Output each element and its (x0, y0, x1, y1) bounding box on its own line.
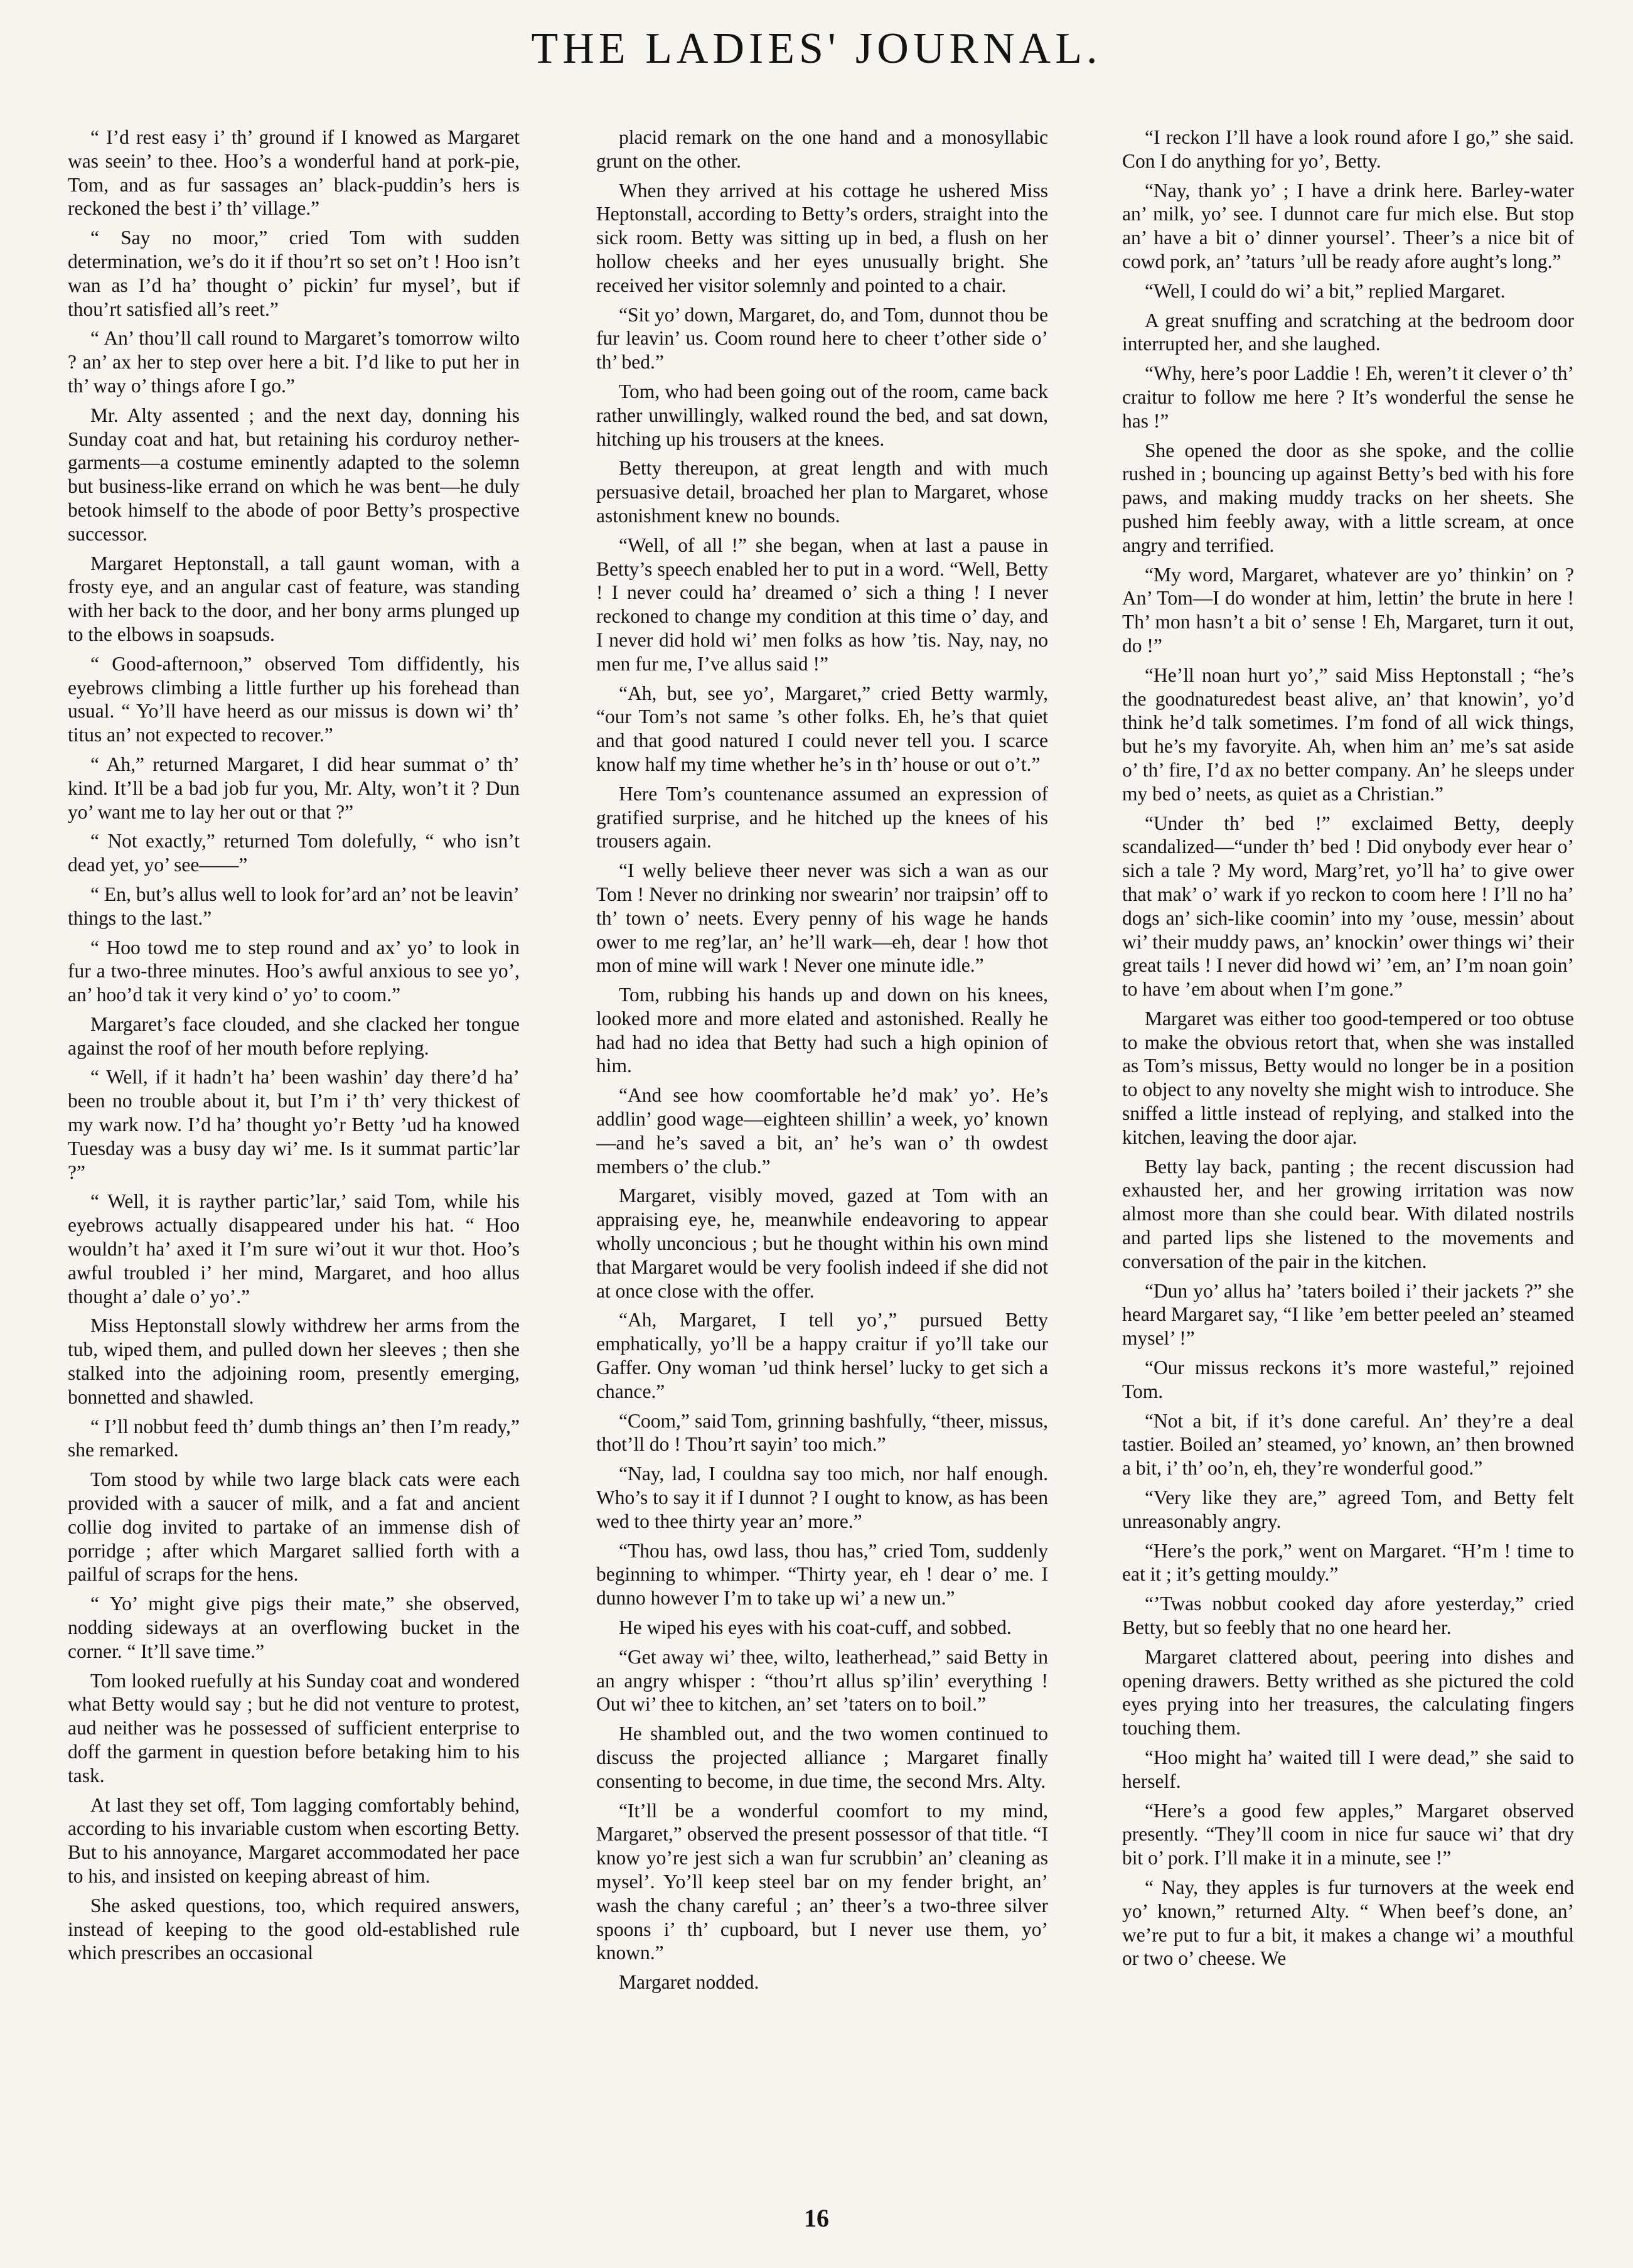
text-column-1 (68, 126, 520, 2172)
paragraph: “ Good-afternoon,” observed Tom diffidently, his eyebrows climbing a little further up his forehead than usual. “ Yo’ll have heerd as our missus is down wi’ th’ titus an’ not expected to recover.” (68, 652, 520, 746)
paragraph: “Hoo might ha’ waited till I were dead,” she said to herself. (1122, 1746, 1574, 1792)
paragraph: “ I’ll nobbut feed th’ dumb things an’ then I’m ready,” she remarked. (68, 1415, 520, 1461)
journal-masthead: THE LADIES' JOURNAL. (531, 24, 1102, 73)
paragraph: “ Not exactly,” returned Tom dolefully, “ who isn’t dead yet, yo’ see——” (68, 830, 520, 876)
paragraph: “It’ll be a wonderful coomfort to my mind, Margaret,” observed the present possessor of that title. “I know yo’re jest sich a wan fur scrubbin’ an’ cleaning as mysel’. Yo’ll keep steel bar on my fender bright, an’ wash the chany careful ; an’ theer’s a two-three silver spoons i’ th’ cupboard, but I never use them, yo’ known.” (596, 1799, 1048, 1964)
paragraph: Here Tom’s countenance assumed an expression of gratified surprise, and he hitched up the knees of his trousers again. (596, 782, 1048, 852)
paragraph: “My word, Margaret, whatever are yo’ thinkin’ on ? An’ Tom—I do wonder at him, lettin’ the brute in here ! Th’ mon hasn’t a bit o’ sense ! Eh, Margaret, turn it out, do !” (1122, 563, 1574, 657)
paragraph: “Nay, lad, I couldna say too mich, nor half enough. Who’s to say it if I dunnot ? I ought to know, as has been wed to thee thirty year an’ more.” (596, 1463, 1048, 1532)
paragraph: “I welly believe theer never was sich a wan as our Tom ! Never no drinking nor swearin’ nor traipsin’ off to th’ town o’ neets. Every penny of his wage he hands ower to me reg’lar, an’ he’ll wark—eh, dear ! how thot mon of mine will wark ! Never one minute idle.” (596, 859, 1048, 977)
paragraph: “ Well, if it hadn’t ha’ been washin’ day there’d ha’ been no trouble about it, but I’m i’ th’ very thickest of my wark now. I’d ha’ thought yo’r Betty ’ud ha knowed Tuesday was a busy day wi’ me. Is it summat partic’lar ?” (68, 1066, 520, 1183)
paragraph: “’Twas nobbut cooked day afore yesterday,” cried Betty, but so feebly that no one heard her. (1122, 1593, 1574, 1639)
paragraph: “He’ll noan hurt yo’,” said Miss Heptonstall ; “he’s the goodnaturedest beast alive, an’ that knowin’, yo’d think he’d talk sometimes. I’m fond of all wick things, but he’s my favoryite. Ah, when him an’ me’s sat aside o’ th’ fire, I’d ax no better company. An’ he sleeps under my bed o’ neets, as quiet as a Christian.” (1122, 664, 1574, 805)
paragraph: “Ah, Margaret, I tell yo’,” pursued Betty emphatically, yo’ll be a happy craitur if yo’ll take our Gaffer. Ony woman ’ud think hersel’ lucky to get sich a chance.” (596, 1309, 1048, 1402)
paragraph: Mr. Alty assented ; and the next day, donning his Sunday coat and hat, but retaining his corduroy nether-garments—a costume eminently adapted to the solemn but business-like errand on which he was bent—he duly betook himself to the abode of poor Betty’s prospective successor. (68, 404, 520, 545)
paragraph: Tom looked ruefully at his Sunday coat and wondered what Betty would say ; but he did not venture to protest, aud neither was he possessed of sufficient enterprise to doff the garment in question before betaking him to his task. (68, 1669, 520, 1787)
paragraph: Betty thereupon, at great length and with much persuasive detail, broached her plan to Margaret, whose astonishment knew no bounds. (596, 457, 1048, 527)
paragraph: Margaret clattered about, peering into dishes and opening drawers. Betty writhed as she pictured the cold eyes prying into her treasures, the calculating fingers touching them. (1122, 1645, 1574, 1739)
paragraph: Margaret’s face clouded, and she clacked her tongue against the roof of her mouth before replying. (68, 1013, 520, 1059)
paragraph: “Under th’ bed !” exclaimed Betty, deeply scandalized—“under th’ bed ! Did onybody ever hear o’ sich a tale ? My word, Marg’ret, yo’ll ha’ to give ower that mak’ o’ wark if yo reckon to coom here ! I’ll no ha’ dogs an’ sich-like coomin’ into my ’ouse, messin’ about wi’ their muddy paws, an’ knockin’ ower things wi’ their great tails ! I never did howd wi’ ’em, an’ I’m noan goin’ to have ’em about when I’m gone.” (1122, 812, 1574, 1001)
paragraph: He wiped his eyes with his coat-cuff, and sobbed. (619, 1616, 1012, 1639)
paragraph: He shambled out, and the two women continued to discuss the projected alliance ; Margaret finally consenting to become, in due time, the second Mrs. Alty. (596, 1722, 1048, 1792)
paragraph: “Our missus reckons it’s more wasteful,” rejoined Tom. (1122, 1357, 1574, 1402)
paragraph: “Well, of all !” she began, when at last a pause in Betty’s speech enabled her to put in a word. “Well, Betty ! I never could ha’ dreamed o’ sich a thing ! I never reckoned to change my condition at this time o’ day, and I never did hold wi’ men folks as how ’tis. Nay, nay, no men fur me, I’ve allus said !” (596, 534, 1048, 675)
paragraph: “Why, here’s poor Laddie ! Eh, weren’t it clever o’ th’ craitur to follow me here ? It’s wonderful the sense he has !” (1122, 362, 1574, 432)
paragraph: “Dun yo’ allus ha’ ’taters boiled i’ their jackets ?” she heard Margaret say, “I like ’em better peeled an’ steamed mysel’ !” (1122, 1279, 1574, 1350)
paragraph: Margaret was either too good-tempered or too obtuse to make the obvious retort that, when she was installed as Tom’s missus, Betty would no longer be in a position to object to any novelty she might wish to introduce. She sniffed a little instead of replying, and stalked into the kitchen, leaving the door ajar. (1122, 1007, 1574, 1148)
paragraph: “ I’d rest easy i’ th’ ground if I knowed as Margaret was seein’ to thee. Hoo’s a wonderful hand at pork-pie, Tom, and as fur sassages an’ black-puddin’s hers is reckoned the best i’ th’ village.” (68, 126, 520, 220)
paragraph: “ Ah,” returned Margaret, I did hear summat o’ th’ kind. It’ll be a bad job fur you, Mr. Alty, won’t it ? Dun yo’ want me to lay her out or that ?” (68, 753, 520, 823)
paragraph: “Sit yo’ down, Margaret, do, and Tom, dunnot thou be fur leavin’ us. Coom round here to cheer t’other side o’ th’ bed.” (596, 303, 1048, 374)
paragraph: Tom stood by while two large black cats were each provided with a saucer of milk, and a fat and ancient collie dog invited to partake of an immense dish of porridge ; after which Margaret sallied forth with a pailful of scraps for the hens. (68, 1468, 520, 1586)
paragraph: She asked questions, too, which required answers, instead of keeping to the good old-established rule which prescribes an occasional (68, 1894, 520, 1964)
paragraph: When they arrived at his cottage he ushered Miss Heptonstall, according to Betty’s orders, straight into the sick room. Betty was sitting up in bed, a flush on her hollow cheeks and her eyes unusually bright. She received her visitor solemnly and pointed to a chair. (596, 179, 1048, 296)
paragraph: placid remark on the one hand and a monosyllabic grunt on the other. (596, 126, 1048, 172)
paragraph: “ Hoo towd me to step round and ax’ yo’ to look in fur a two-three minutes. Hoo’s awful anxious to see yo’, an’ hoo’d tak it very kind o’ yo’ to coom.” (68, 936, 520, 1006)
paragraph: Miss Heptonstall slowly withdrew her arms from the tub, wiped them, and pulled down her sleeves ; then she stalked into the adjoining room, presently emerging, bonnetted and shawled. (68, 1314, 520, 1408)
paragraph: “Nay, thank yo’ ; I have a drink here. Barley-water an’ milk, yo’ see. I dunnot care fur mich else. But stop an’ have a bit o’ dinner yoursel’. Theer’s a nice bit of cowd pork, an’ ’taturs ’ull be ready afore aught’s long.” (1122, 179, 1574, 272)
paragraph: At last they set off, Tom lagging comfortably behind, according to his invariable custom when escorting Betty. But to his annoyance, Margaret accommodated her pace to his, and insisted on keeping abreast of him. (68, 1793, 520, 1887)
paragraph: “Here’s the pork,” went on Margaret. “H’m ! time to eat it ; it’s getting mouldy.” (1122, 1539, 1574, 1586)
paragraph: “ Nay, they apples is fur turnovers at the week end yo’ known,” returned Alty. “ When beef’s done, an’ we’re put to fur a bit, it makes a change wi’ a mouthful or two o’ cheese. We (1122, 1876, 1574, 1970)
paragraph: “ Well, it is rayther partic’lar,’ said Tom, while his eyebrows actually disappeared under his hat. “ Hoo wouldn’t ha’ axed it I’m sure wi’out it wur thot. Hoo’s awful troubled i’ her mind, Margaret, and hoo allus thought a’ dale o’ yo’.” (68, 1190, 520, 1308)
paragraph: “Very like they are,” agreed Tom, and Betty felt unreasonably angry. (1122, 1486, 1574, 1532)
paragraph: “Not a bit, if it’s done careful. An’ they’re a deal tastier. Boiled an’ steamed, yo’ known, an’ then browned a bit, i’ th’ oo’n, eh, they’re wonderful good.” (1122, 1409, 1574, 1480)
paragraph: Betty lay back, panting ; the recent discussion had exhausted her, and her growing irritation was now almost more than she could bear. With dilated nostrils and parted lips she listened to the movements and conversation of the pair in the kitchen. (1122, 1155, 1574, 1272)
paragraph: Tom, who had been going out of the room, came back rather unwillingly, walked round the bed, and sat down, hitching up his trousers at the knees. (596, 380, 1048, 450)
paragraph: “ En, but’s allus well to look for’ard an’ not be leavin’ things to the last.” (68, 883, 520, 929)
paragraph: “ An’ thou’ll call round to Margaret’s tomorrow wilto ? an’ ax her to step over here a bit. I’d like to put her in th’ way o’ things afore I go.” (68, 327, 520, 397)
paragraph: Margaret nodded. (619, 1971, 759, 1994)
paragraph: “Ah, but, see yo’, Margaret,” cried Betty warmly, “our Tom’s not same ’s other folks. Eh, he’s that quiet and that good natured I could never tell you. I scarce know half my time whether he’s in th’ house or out o’t.” (596, 682, 1048, 775)
paragraph: “Coom,” said Tom, grinning bashfully, “theer, missus, thot’ll do ! Thou’rt sayin’ too mich.” (596, 1409, 1048, 1456)
text-column-3 (1122, 126, 1574, 2172)
paragraph: Tom, rubbing his hands up and down on his knees, looked more and more elated and astonished. Really he had had no idea that Betty had such a high opinion of him. (596, 984, 1048, 1077)
paragraph: Margaret, visibly moved, gazed at Tom with an appraising eye, he, meanwhile endeavoring to appear wholly unconcious ; but he thought within his own mind that Margaret would be very foolish indeed if she did not at once close with the offer. (596, 1185, 1048, 1302)
paragraph: Margaret Heptonstall, a tall gaunt woman, with a frosty eye, and an angular cast of feature, was standing with her back to the door, and her bony arms plunged up to the elbows in soapsuds. (68, 552, 520, 645)
page-number: 16 (804, 2204, 829, 2232)
paragraph: “And see how coomfortable he’d mak’ yo’. He’s addlin’ good wage—eighteen shillin’ a week, yo’ known—and he’s saved a bit, an’ he’s wan o’ th owdest members o’ the club.” (596, 1084, 1048, 1178)
text-column-2 (596, 126, 1048, 2172)
paragraph: “Get away wi’ thee, wilto, leatherhead,” said Betty in an angry whisper : “thou’rt allus sp’ilin’ everything ! Out wi’ thee to kitchen, an’ set ’taters on to boil.” (596, 1645, 1048, 1716)
paragraph: “ Say no moor,” cried Tom with sudden determination, we’s do it if thou’rt so set on’t ! Hoo isn’t wan as I’d ha’ thought o’ pickin’ fur mysel’, but if thou’rt satisfied all’s reet.” (68, 227, 520, 320)
paragraph: “Here’s a good few apples,” Margaret observed presently. “They’ll coom in nice fur sauce wi’ that dry bit o’ pork. I’ll make it in a minute, see !” (1122, 1799, 1574, 1869)
paragraph: “I reckon I’ll have a look round afore I go,” she said. Con I do anything for yo’, Betty. (1122, 126, 1574, 172)
paragraph: “Thou has, owd lass, thou has,” cried Tom, suddenly beginning to whimper. “Thirty year, eh ! dear o’ me. I dunno however I’m to take up wi’ a new un.” (596, 1539, 1048, 1610)
paragraph: She opened the door as she spoke, and the collie rushed in ; bouncing up against Betty’s bed with his fore paws, and making muddy tracks on her sheets. She pushed him feebly away, with a little scream, at once angry and terrified. (1122, 439, 1574, 556)
paragraph: “Well, I could do wi’ a bit,” replied Margaret. (1145, 279, 1506, 302)
paragraph: “ Yo’ might give pigs their mate,” she observed, nodding sideways at an overflowing bucket in the corner. “ It’ll save time.” (68, 1593, 520, 1662)
paragraph: A great snuffing and scratching at the bedroom door interrupted her, and she laughed. (1122, 309, 1574, 355)
